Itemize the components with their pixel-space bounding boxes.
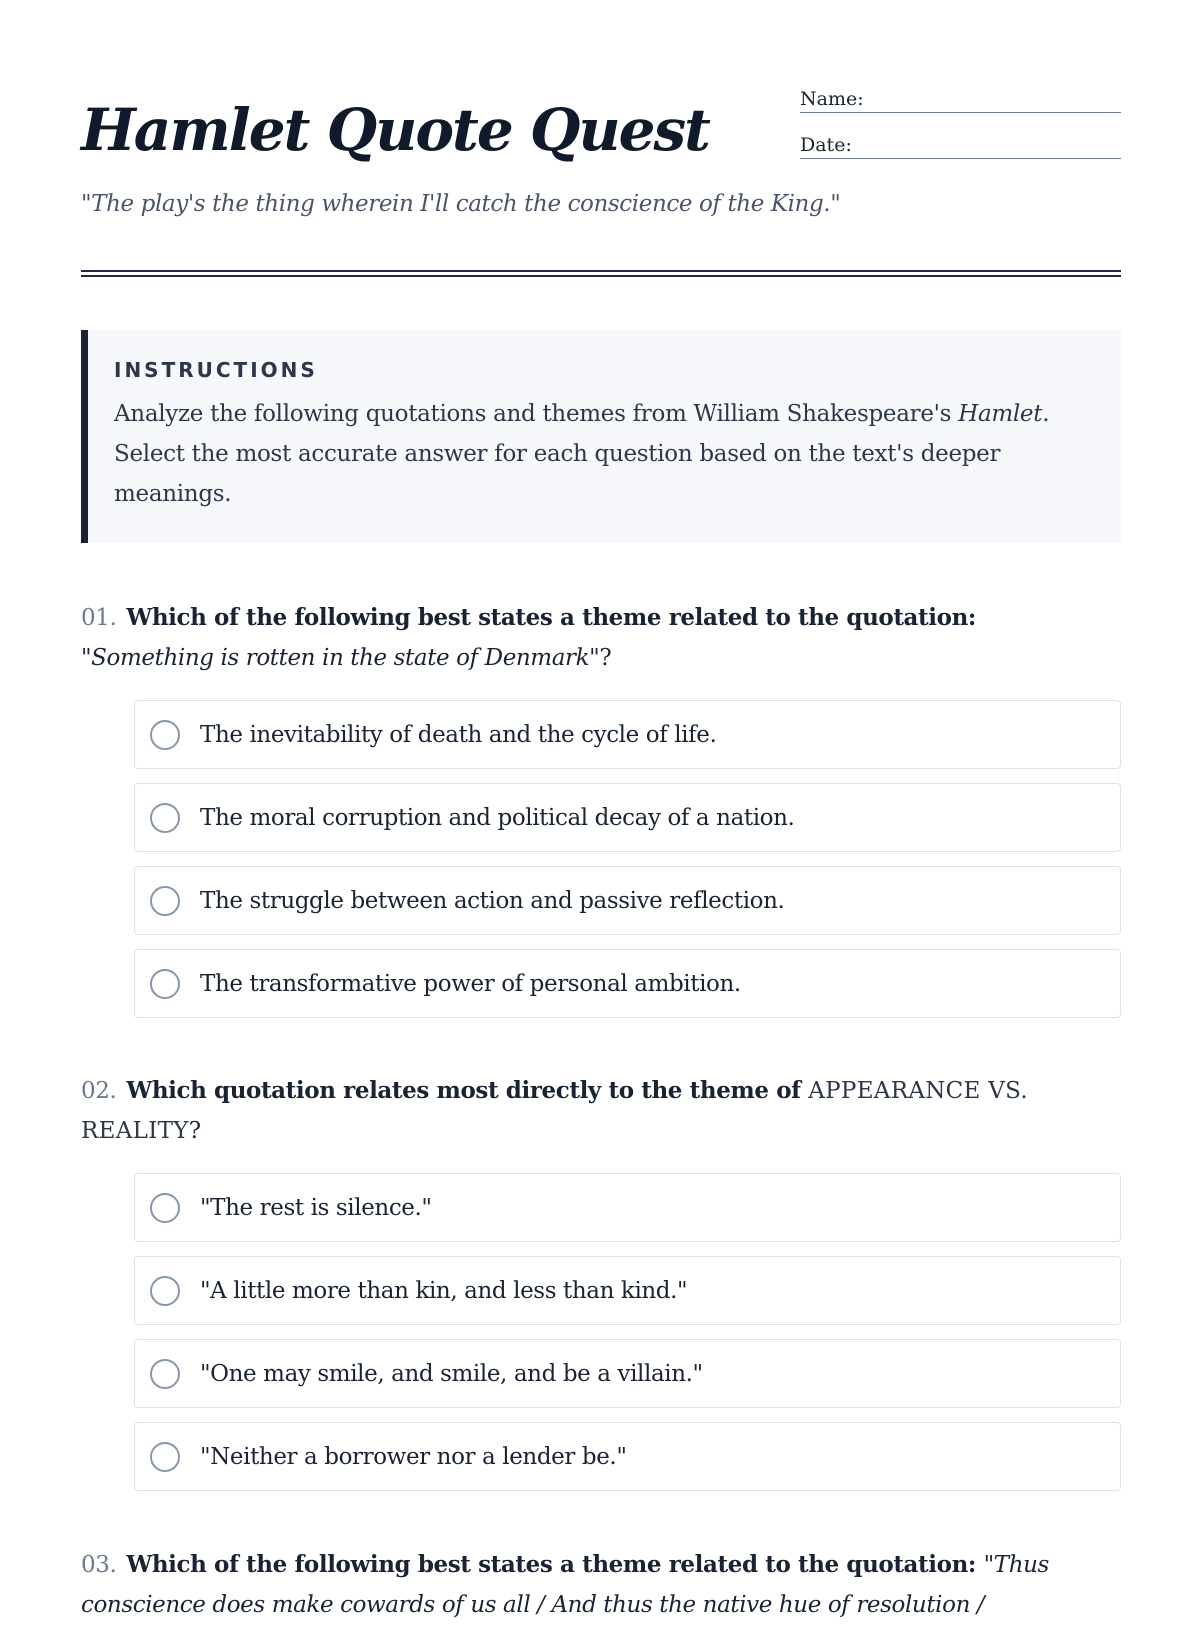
question-text: Which quotation relates most directly to the theme of (126, 1077, 801, 1104)
question-text: Which of the following best states a theme related to the quotation: (126, 604, 976, 631)
instructions-heading: INSTRUCTIONS (114, 358, 318, 382)
question-quote: "Something is rotten in the state of Denmark" (81, 645, 600, 671)
page-title: Hamlet Quote Quest (81, 96, 709, 164)
answer-option[interactable] (134, 700, 1121, 769)
answer-options (134, 700, 1121, 1018)
question-suffix: ? (599, 645, 612, 671)
answer-option[interactable] (134, 1256, 1121, 1325)
radio-button[interactable] (150, 720, 180, 750)
radio-button[interactable] (150, 886, 180, 916)
worksheet-header (81, 0, 1121, 270)
answer-option[interactable] (134, 1173, 1121, 1242)
question-2-prompt (81, 1071, 1121, 1151)
question-2 (81, 1071, 1121, 1505)
instructions-play-title: Hamlet (958, 401, 1043, 427)
question-theme: APPEARANCE VS. REALITY (81, 1078, 1029, 1144)
question-3 (81, 1545, 1121, 1625)
date-label: Date: (800, 134, 852, 156)
radio-button[interactable] (150, 1359, 180, 1389)
student-info (800, 80, 1121, 172)
question-1 (81, 598, 1121, 1032)
radio-button[interactable] (150, 1442, 180, 1472)
header-divider (81, 270, 1121, 277)
radio-button[interactable] (150, 969, 180, 999)
answer-label: "One may smile, and smile, and be a villain." (200, 1360, 703, 1387)
question-text: Which of the following best states a theme related to the quotation: (126, 1551, 976, 1578)
question-number: 01. (81, 605, 117, 631)
question-quote: "Thus conscience does make cowards of us all / And thus the native hue of resolution / (81, 1552, 1049, 1618)
answer-label: "A little more than kin, and less than kind." (200, 1277, 688, 1304)
answer-option[interactable] (134, 1339, 1121, 1408)
question-3-prompt (81, 1545, 1121, 1625)
name-label: Name: (800, 88, 864, 110)
worksheet-page (81, 0, 1121, 1618)
radio-button[interactable] (150, 803, 180, 833)
question-number: 03. (81, 1552, 117, 1578)
answer-label: The transformative power of personal ambition. (200, 970, 741, 997)
question-1-prompt (81, 598, 1121, 678)
date-field[interactable] (800, 126, 1121, 159)
radio-button[interactable] (150, 1276, 180, 1306)
answer-label: The struggle between action and passive reflection. (200, 887, 785, 914)
answer-label: "Neither a borrower nor a lender be." (200, 1443, 627, 1470)
answer-option[interactable] (134, 783, 1121, 852)
epigraph-quote: "The play's the thing wherein I'll catch the conscience of the King." (81, 191, 841, 217)
radio-button[interactable] (150, 1193, 180, 1223)
answer-option[interactable] (134, 1422, 1121, 1491)
instructions-body (114, 394, 1091, 514)
instructions-text-end: . Select the most accurate answer for each question based on the text's deeper meanings. (114, 401, 1050, 507)
question-suffix: ? (188, 1118, 201, 1144)
name-field[interactable] (800, 80, 1121, 113)
answer-option[interactable] (134, 949, 1121, 1018)
instructions-box (81, 330, 1121, 543)
question-number: 02. (81, 1078, 117, 1104)
answer-options (134, 1173, 1121, 1491)
instructions-text-start: Analyze the following quotations and themes from William Shakespeare's (114, 401, 952, 427)
answer-option[interactable] (134, 866, 1121, 935)
answer-label: "The rest is silence." (200, 1194, 432, 1221)
answer-label: The inevitability of death and the cycle of life. (200, 721, 717, 748)
answer-label: The moral corruption and political decay of a nation. (200, 804, 795, 831)
